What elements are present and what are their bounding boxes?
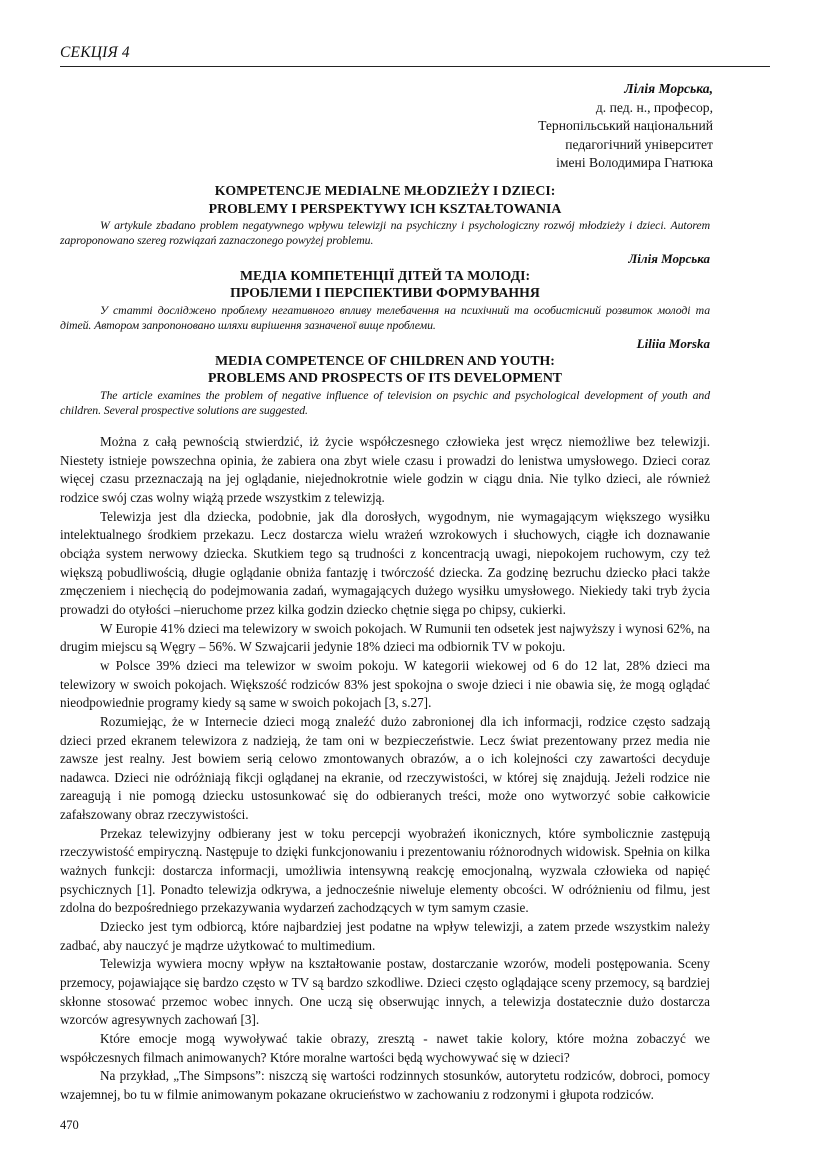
body-paragraph: Telewizja wywiera mocny wpływ na kształtowanie postaw, dostarczanie wzorów, modeli postępowania. Sceny przemocy, pojawiające się bardzo często w TV są bardzo szkodliwe. Dzieci często oglądające sceny przemocy, są bardziej skłonne stosować przemoc wobec innych. One uczą się obserwując innych, a telewizja dostatecznie dużo dostarcza wzorców agresywnych zachowań [3]. bbox=[60, 956, 710, 1028]
abstract-ukrainian: У статті досліджено проблему негативного впливу телебачення на психічний та особистісний розвиток молоді та дітей. Автором запропоновано шляхи вирішення зазначеної вище проблеми. bbox=[60, 302, 710, 333]
body-paragraph: Rozumiejąc, że w Internecie dzieci mogą znaleźć dużo zabronionej dla ich informacji, rodzice często sadzają dzieci przed ekranem telewizora z nadzieją, że tam oni w bezpieczeństwie. Lecz świat prezentowany przez media nie zawsze jest realny. Jest bowiem serią celowo zmontowanych obrazów, a o ich kolejności czy zawartości decyduje nadawca. Dzieci nie odróżniają fikcji oglądanej na ekranie, od rzeczywistości, w której się znajdują. Jeżeli rodzice nie zareagują i nie pomogą dziecku ustosunkować się do odbieranych treści, może ono wytworzyć sobie całkowicie zafałszowany obraz rzeczywistości. bbox=[60, 713, 710, 823]
article-body bbox=[60, 433, 710, 1105]
title-polish bbox=[60, 182, 710, 217]
title-line: PROBLEMY I PERSPEKTYWY ICH KSZTAŁTOWANIA bbox=[208, 200, 562, 216]
title-line: KOMPETENCJE MEDIALNE MŁODZIEŻY I DZIECI: bbox=[214, 183, 556, 198]
abstract-english: The article examines the problem of negative influence of television on psychic and psychological development of youth and children. Several prospective solutions are suggested. bbox=[60, 387, 710, 418]
author-degree: д. пед. н., професор, bbox=[595, 99, 713, 115]
title-line: ПРОБЛЕМИ І ПЕРСПЕКТИВИ ФОРМУВАННЯ bbox=[230, 285, 540, 301]
page-number: 470 bbox=[60, 1118, 79, 1132]
body-paragraph: Które emocje mogą wywoływać takie obrazy, zresztą - nawet takie kolory, które można zobaczyć we współczesnych filmach animowanych? Które moralne wartości będą wychowywać się w dzieci? bbox=[60, 1031, 710, 1065]
header-rule bbox=[60, 66, 770, 67]
byline-ukrainian: Лілія Морська bbox=[628, 250, 710, 266]
title-line: МЕДІА КОМПЕТЕНЦІЇ ДІТЕЙ ТА МОЛОДІ: bbox=[239, 267, 531, 283]
body-paragraph: W Europie 41% dzieci ma telewizory w swoich pokojach. W Rumunii ten odsetek jest najwyższy i wynosi 62%, na drugim miejscu są Węgry – 56%. W Szwajcarii jedynie 18% dzieci ma odbiornik TV w pokoju. bbox=[60, 620, 710, 655]
title-line: PROBLEMS AND PROSPECTS OF ITS DEVELOPMENT bbox=[207, 370, 563, 386]
body-paragraph: Dziecko jest tym odbiorcą, które najbardziej jest podatne na wpływ telewizji, a zatem przede wszystkim należy zadbać, aby nauczyć je mądrze użytkować to multimedium. bbox=[60, 919, 710, 953]
author-affiliation bbox=[293, 80, 713, 173]
abstract-polish: W artykule zbadano problem negatywnego wpływu telewizji na psychiczny i psychologiczny rozwój młodzieży i dzieci. Autorem zaproponowano szereg rozwiązań zaznaczonego powyżej problemu. bbox=[60, 218, 710, 248]
abstracts-section bbox=[60, 182, 710, 418]
byline-english: Liliia Morska bbox=[636, 335, 710, 351]
title-ukrainian bbox=[60, 267, 710, 302]
body-paragraph: Telewizja jest dla dziecka, podobnie, jak dla dorosłych, wygodnym, nie wymagającym większego wysiłku intelektualnego środkiem przekazu. Lecz dostarcza wielu wrażeń wzrokowych i słuchowych, ciągłe ich doznawanie obciąża system nerwowy dziecka. Skutkiem tego są trudności z koncentracją uwagi, niepokojem ruchowym, czy też większą pobudliwością, długie oglądanie obniża fantazję i twórczość dziecka. Za godzinę bezruchu dziecko płaci także zmęczeniem i niechęcią do podejmowania zadań, wymagających dużego wysiłku umysłowego. Niekiedy taki tryb życia prowadzi do otyłości –nieruchome przez kilka godzin dziecko chętnie sięga po chipsy, cukierki. bbox=[60, 508, 710, 617]
body-paragraph: w Polsce 39% dzieci ma telewizor w swoim pokoju. W kategorii wiekowej od 6 do 12 lat, 28% dzieci ma telewizory w swoich pokojach. Większość rodziców 83% jest spokojna o swoje dzieci i nie obawia się, że mogą oglądać nieodpowiednie programy kiedy są same w swoich pokojach [3, s.27]. bbox=[60, 657, 710, 711]
body-paragraph: Przekaz telewizyjny odbierany jest w toku percepcji wyobrażeń ikonicznych, które symbolicznie zastępują rzeczywistość empiryczną. Następuje to dzięki funkcjonowaniu i prezentowaniu różnorodnych widowisk. Spełnia on kilka ważnych funkcji: dostarcza informacji, umożliwia intensywną reakcję emocjonalną, wyzwala człowieka od napięć psychicznych [1]. Ponadto telewizja odkrywa, a jednocześnie niweluje elementy obcości. W odróżnieniu od filmu, jest zdolna do bezpośredniego przekazywania wydarzeń zachodzących w tym samym czasie. bbox=[60, 825, 710, 916]
author-university-line-1: Тернопільський національний bbox=[538, 118, 713, 134]
title-english bbox=[60, 352, 710, 387]
author-university-line-2: педагогічний університет bbox=[565, 136, 713, 152]
author-university-line-3: імені Володимира Гнатюка bbox=[556, 155, 713, 171]
author-name: Лілія Морська, bbox=[624, 81, 713, 96]
title-line: MEDIA COMPETENCE OF CHILDREN AND YOUTH: bbox=[215, 352, 555, 368]
body-paragraph: Na przykład, „The Simpsons”: niszczą się wartości rodzinnych stosunków, autorytetu rodziców, dobroci, pomocy wzajemnej, bo tu w filmie animowanym pokazane okrucieństwo w zachowaniu z rodzonymi i głupota rodziców. bbox=[60, 1068, 710, 1102]
section-header: СЕКЦІЯ 4 bbox=[60, 44, 130, 61]
body-paragraph: Można z całą pewnością stwierdzić, iż życie współczesnego człowieka jest wręcz niemożliwe bez telewizji. Niestety istnieje powszechna opinia, że zabiera ona zbyt wiele czasu i prowadzi do lenistwa umysłowego. Dzieci coraz więcej czasu przeznaczają na jej oglądanie, niejednokrotnie wiele godzin w ciągu dnia. Nie tylko dzieci, ale również rodzice swój czas wolny wiążą przede wszystkim z telewizją. bbox=[60, 434, 710, 505]
